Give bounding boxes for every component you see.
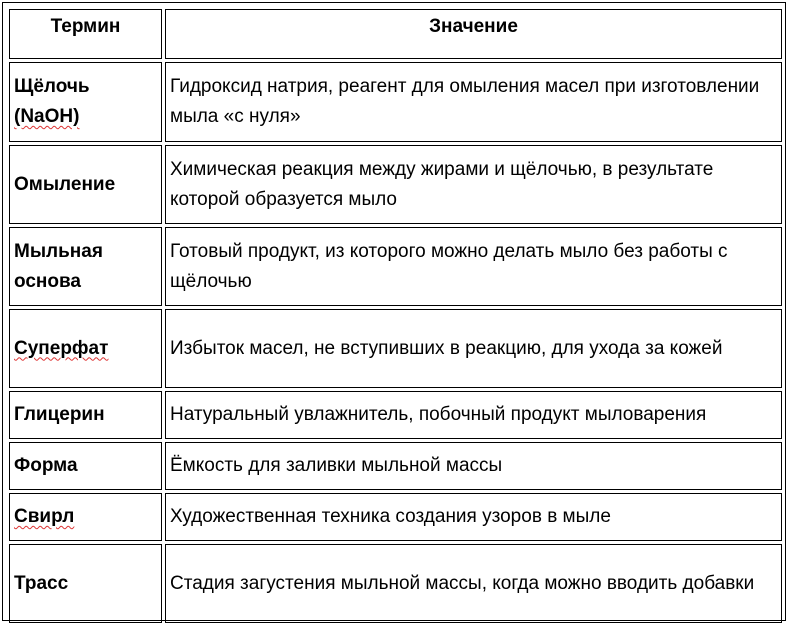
term-cell: [9, 227, 162, 306]
table-row: [9, 442, 782, 490]
table-row: [9, 309, 782, 388]
header-meaning: Значение: [165, 9, 782, 59]
term-cell: [9, 544, 162, 623]
meaning-cell: Готовый продукт, из которого можно делать мыло без работы с щёлочью: [165, 227, 782, 306]
term-spellcheck-text: Суперфат: [14, 337, 109, 359]
table-row: [9, 227, 782, 306]
header-row: [9, 9, 782, 59]
meaning-cell: Натуральный увлажнитель, побочный продукт мыловарения: [165, 391, 782, 439]
term-text: Щёлочь: [14, 76, 90, 97]
table-row: [9, 62, 782, 142]
meaning-cell: Гидроксид натрия, реагент для омыления масел при изготовлении мыла «с нуля»: [165, 62, 782, 142]
term-spellcheck-text: (NaOH): [14, 106, 80, 127]
term-cell: [9, 493, 162, 541]
term-text: Омыление: [14, 173, 116, 195]
meaning-cell: Художественная техника создания узоров в мыле: [165, 493, 782, 541]
glossary-table: [6, 6, 785, 626]
table-row: [9, 391, 782, 439]
term-cell: [9, 309, 162, 388]
table-row: [9, 145, 782, 224]
meaning-cell: Ёмкость для заливки мыльной массы: [165, 442, 782, 490]
meaning-cell: Химическая реакция между жирами и щёлочью, в результате которой образуется мыло: [165, 145, 782, 224]
term-spellcheck-text: Свирл: [14, 506, 75, 527]
meaning-cell: Стадия загустения мыльной массы, когда можно вводить добавки: [165, 544, 782, 623]
term-text: Форма: [14, 455, 78, 476]
term-text: Трасс: [14, 572, 69, 594]
term-text: Мыльная основа: [14, 240, 103, 292]
term-cell: [9, 391, 162, 439]
term-text: Глицерин: [14, 404, 105, 425]
table-row: [9, 544, 782, 623]
meaning-cell: Избыток масел, не вступивших в реакцию, для ухода за кожей: [165, 309, 782, 388]
term-cell: [9, 62, 162, 142]
term-cell: [9, 442, 162, 490]
table-row: [9, 493, 782, 541]
term-cell: [9, 145, 162, 224]
header-term: Термин: [9, 9, 162, 59]
